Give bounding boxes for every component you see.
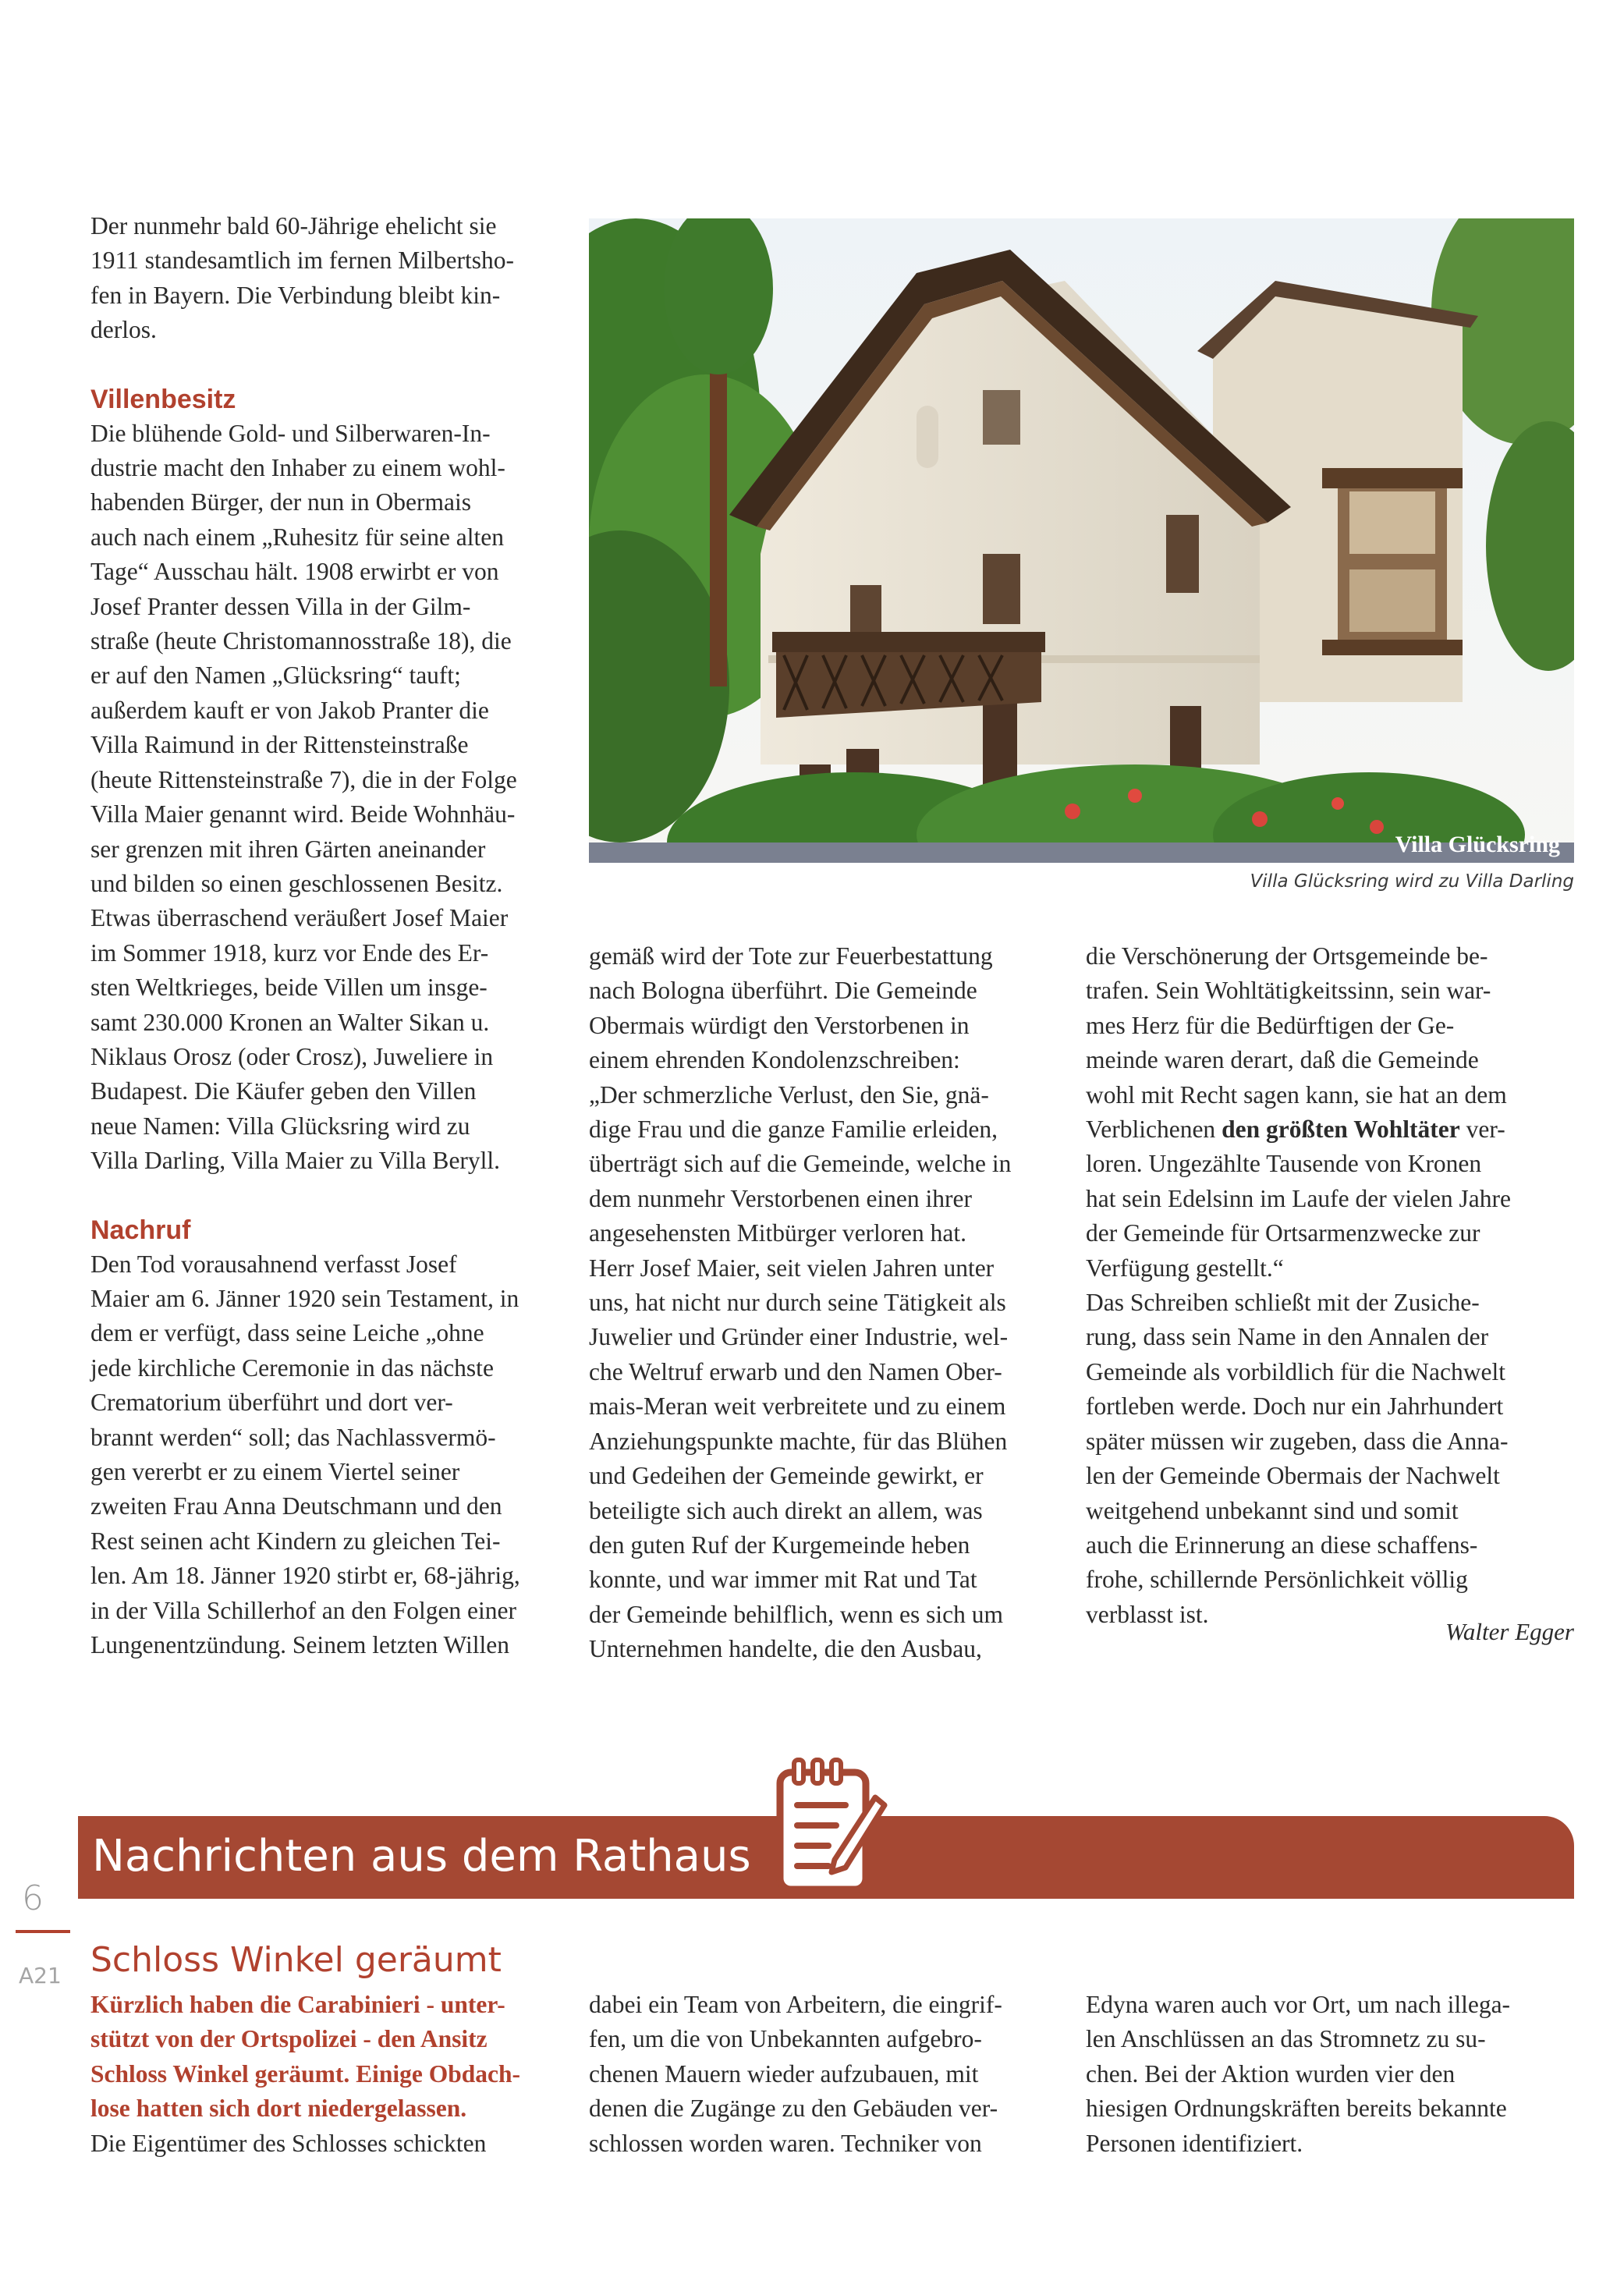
article2-column-1: Kürzlich haben die Carabinieri - unter- stützt von der Ortspolizei - den Ansitz Schloss Winkel geräumt. Einige Obdach- lose hatten sich dort niedergelassen. Die Eigentümer des Schlosses schickten — [90, 1988, 558, 2161]
bold-highlight-line: Verblichenen den größten Wohltäter ver- — [1086, 1116, 1505, 1144]
article2-column-2: dabei ein Team von Arbeitern, die eingrif- fen, um die von Unbekannten aufgebro- chenen Mauern wieder aufzubauen, mit denen die Zugänge zu den Gebäuden ver- schlossen worden waren. Techniker von — [589, 1991, 1002, 2157]
paragraph-nachruf: Den Tod vorausahnend verfasst Josef Maier am 6. Jänner 1920 sein Testament, in dem er verfügt, dass seine Leiche „ohne jede kirchliche Ceremonie in das nächste Crematorium überführt und dort ver- brannt werden“ soll; das Nachlassvermö- gen vererbt er zu einem Viertel seiner zweiten Frau Anna Deutschmann und den Rest seinen acht Kindern zu gleichen Tei- len. Am 18. Jänner 1920 stirbt er, 68-jährig, in der Villa Schillerhof an den Folgen einer Lungenentzündung. Seinem letzten Willen — [90, 1250, 520, 1659]
photo-caption: Villa Glücksring wird zu Villa Darling — [1250, 871, 1574, 892]
bold-phrase: den größten Wohltäter — [1222, 1116, 1460, 1144]
section-heading-nachruf: Nachruf — [90, 1215, 191, 1245]
section-heading-villenbesitz: Villenbesitz — [90, 384, 236, 414]
paragraph-intro: Der nunmehr bald 60-Jährige ehelicht sie 1911 standesamtlich im fernen Milbertsho- fen in Bayern. Die Verbindung bleibt kin- derlos. — [90, 212, 514, 344]
author-signature: Walter Egger — [1445, 1618, 1574, 1645]
villa-photo — [589, 218, 1574, 863]
paragraph-villenbesitz: Die blühende Gold- und Silberwaren-In- dustrie macht den Inhaber zu einem wohl- habenden Bürger, der nun in Obermais auch nach einem „Ruhesitz für seine alten Tage“ Ausschau hält. 1908 erwirbt er von Josef Pranter dessen Villa in der Gilm- straße (heute Christomannosstraße 18), die er auf den Namen „Glücksring“ tauft; außerdem kauft er von Jakob Pranter die Villa Raimund in der Rittensteinstraße (heute Rittensteinstraße 7), die in der Folge Villa Maier genannt wird. Beide Wohnhäu- ser grenzen mit ihren Gärten aneinander und bilden so einen geschlossenen Besitz. Etwas überraschend veräußert Josef Maier im Sommer 1918, kurz vor Ende des Er- sten Weltkrieges, beide Villen um insge- samt 230.000 Kronen an Walter Sikan u. Niklaus Orosz (oder Crosz), Juweliere in Budapest. Die Käufer geben den Villen neue Namen: Villa Glücksring wird zu Villa Darling, Villa Maier zu Villa Beryll. — [90, 419, 517, 1175]
article-lead: Kürzlich haben die Carabinieri - unter- stützt von der Ortspolizei - den Ansitz Schloss Winkel geräumt. Einige Obdach- lose hatten sich dort niedergelassen. — [90, 1991, 521, 2123]
photo-sign-text: Villa Glücksring — [1395, 832, 1560, 857]
page-number: 6 — [22, 1878, 44, 1918]
page-rule — [16, 1930, 70, 1933]
article-column-1 — [90, 209, 558, 1662]
article-column-2: gemäß wird der Tote zur Feuerbestattung nach Bologna überführt. Die Gemeinde Obermais würdigt den Verstorbenen in einem ehrenden Kondolenzschreiben: „Der schmerzliche Verlust, den Sie, gnä- dige Frau und die ganze Familie erleiden, überträgt sich auf die Gemeinde, welche in dem nunmehr Verstorbenen einen ihrer angesehensten Mitbürger verloren hat. Herr Josef Maier, seit vielen Jahren unter uns, hat nicht nur durch seine Tätigkeit als Juwelier und Gründer einer Industrie, wel- che Weltruf erwarb und den Namen Ober- mais-Meran weit verbreitete und zu einem Anziehungspunkte machte, für das Blühen und Gedeihen der Gemeinde gewirkt, er beteiligte sich auch direkt an allem, was den guten Ruf der Kurgemeinde heben konnte, und war immer mit Rat und Tat der Gemeinde behilflich, wenn es sich um Unternehmen handelte, die den Ausbau, — [589, 942, 1012, 1663]
article2-column-3: Edyna waren auch vor Ort, um nach illega- len Anschlüssen an das Stromnetz zu su- chen. Bei der Aktion wurden vier den hiesigen Ordnungskräften bereits bekannte Personen identifiziert. — [1086, 1991, 1511, 2157]
article-column-3: die Verschönerung der Ortsgemeinde be- trafen. Sein Wohltätigkeitssinn, sein war- mes Herz für die Bedürftigen der Ge- meinde waren derart, daß die Gemeinde wohl mit Recht sagen kann, sie hat an dem Verblichenen den größten Wohltäter ver- loren. Ungezählte Tausende von Kronen hat sein Edelsinn im Laufe der vielen Jahre der Gemeinde für Ortsarmenzwecke zur Verfügung gestellt.“ Das Schreiben schließt mit der Zusiche- rung, dass sein Name in den Annalen der Gemeinde als vorbildlich für die Nachwelt fortleben werde. Doch nur ein Jahrhundert später müssen wir zugeben, dass die Anna- len der Gemeinde Obermais der Nachwelt weitgehend unbekannt sind und somit auch die Erinnerung an diese schaffens- frohe, schillernde Persönlichkeit völlig verblasst ist. — [1086, 939, 1574, 1632]
banner-title: Nachrichten aus dem Rathaus — [92, 1831, 751, 1882]
notepad-pencil-icon — [774, 1757, 891, 1894]
page-code: A21 — [19, 1963, 62, 1988]
article-title: Schloss Winkel geräumt — [90, 1940, 502, 1980]
